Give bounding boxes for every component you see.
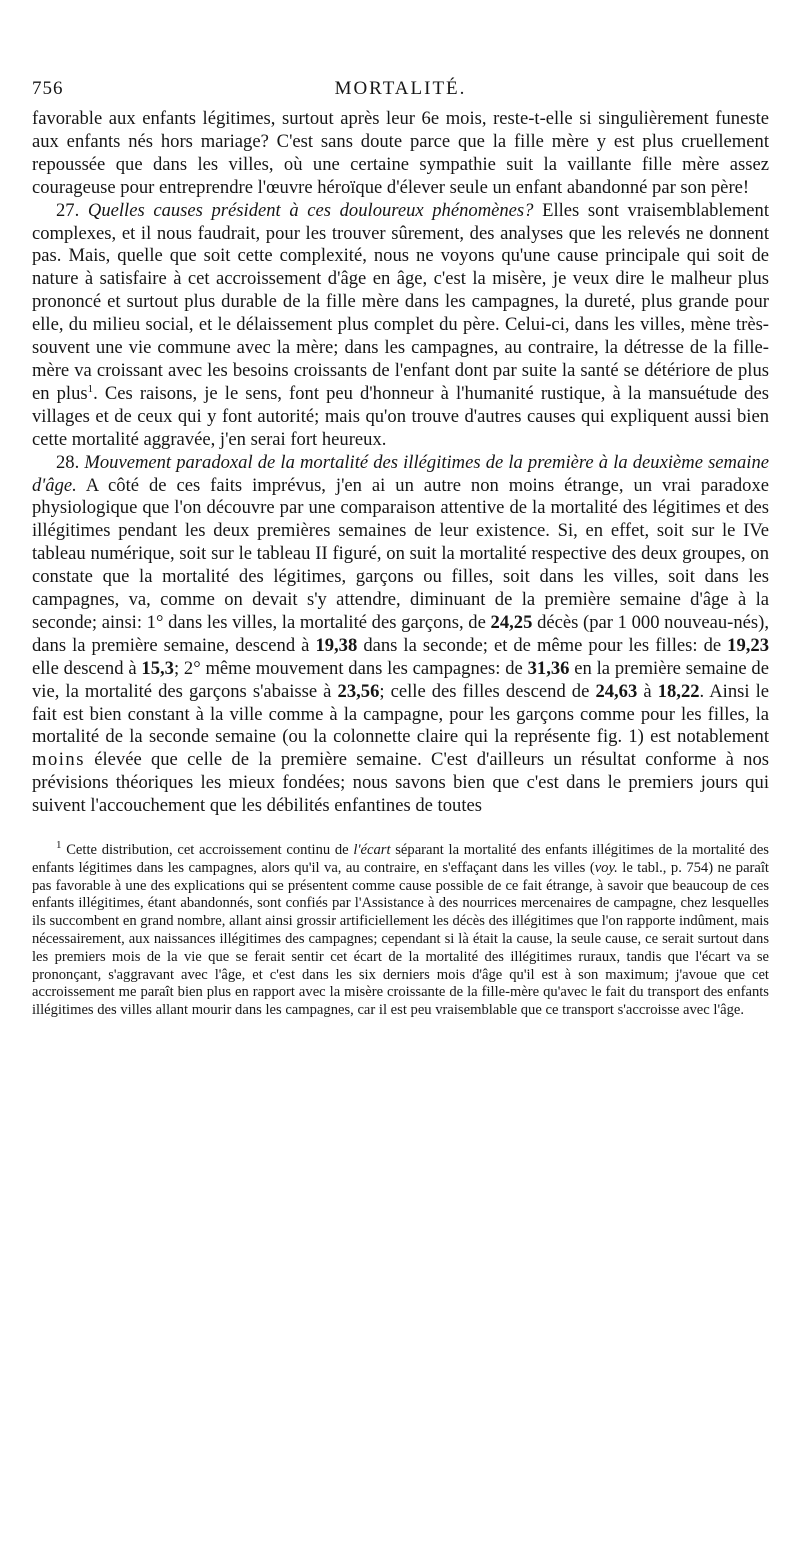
section-text: à [643,680,652,702]
mortality-value: 24,25 [490,611,533,633]
mortality-value: 31,36 [527,657,570,679]
section-text: décès (par 1 000 nouveau-nés), dans la première semaine, descend à [32,611,769,656]
section-28 [32,452,769,819]
page [32,78,769,1035]
running-title: MORTALITÉ. [334,78,467,99]
footnote-text: séparant la mortalité des enfants illégitimes de la mortalité des enfants légitimes dans les campagnes, alors qu'il va, au contraire, en s'effaçant dans les villes ( [32,842,769,876]
footnote-text: Cette distribution, cet accroissement continu de [66,842,349,859]
section-title: Quelles causes président à ces douloureux phénomènes? [87,199,534,221]
mortality-value: 23,56 [337,680,380,702]
section-title: Mouvement paradoxal de la mortalité des illégitimes de la première à la deuxième semaine d'âge. [32,451,769,496]
emphasized-word: moins [32,749,85,771]
section-number: 28. [56,451,80,473]
section-27 [32,200,769,452]
section-text: ; celle des filles descend de [379,680,590,702]
footnote [32,839,769,1020]
section-text: dans la seconde; et de même pour les filles: de [363,634,722,656]
footnote-text: le tabl., p. 754) ne paraît pas favorable à une des explications qui se présentent comme cause possible de ce fait étrange, à savoir que beaucoup de ces enfants illégitimes, étant abandonnés, sont confiés par l'Assistance à des nourrices mercenaires de campagne, chez lesquelles ils succombent en grand nombre, allant ainsi grossir artificiellement les décès des illégitimes que l'on rapporte indûment, mais nécessairement, aux naissances illégitimes des campagnes; cependant si là était la cause, la seule cause, ce serait surtout dans les premiers mois de la vie que se ferait sentir cet écart de la mortalité des illégitimes ruraux, tandis que l'écart va se prononçant, s'aggravant avec l'âge, et c'est dans les six derniers mois d'âge qu'il est à son maximum; j'avoue que cet accroissement me paraît bien plus en rapport avec la misère croissante de la fille-mère qu'avec le fait du transport des enfants illégitimes des villes allant mourir dans les campagnes, car il est peu vraisemblable que ce transport s'accroisse avec l'âge. [32,859,769,1019]
section-text: elle descend à [32,657,137,679]
section-text: Elles sont vraisemblablement complexes, et il nous faudrait, pour les trouver sûrement, des analyses que les relevés ne donnent pas. Mais, quelle que soit cette complexité, nous ne voyons qu'une cause principale qui soit de nature à satisfaire à cet accroissement d'âge en âge, c'est la misère, je veux dire le malheur plus prononcé et surtout plus durable de la fille mère dans les campagnes, la dureté, plus grande pour elle, du milieu social, et le délaissement plus complet du père. Celui-ci, dans les villes, mène très-souvent une vie commune avec la mère; dans les campagnes, au contraire, la détresse de la fille-mère va croissant avec les besoins croissants de l'enfant dont par suite la santé se détériore de plus en plus [32,199,770,404]
section-text-end: . Ces raisons, je le sens, font peu d'honneur à l'humanité rustique, à la mansuétude des villages et de ceux qui y font autorité; mais qu'on trouve d'autres causes qui expliquent aussi bien cette mortalité aggravée, j'en serai fort heureux. [32,382,769,450]
mortality-value: 19,38 [315,634,358,656]
footnote-emphasis: voy. [594,859,618,876]
mortality-value: 15,3 [141,657,174,679]
section-text: élevée que celle de la première semaine. C'est d'ailleurs un résultat conforme à nos prévisions théoriques les mieux fondées; nous savons bien que c'est dans le premiers jours qui suivent l'accouchement que les débilités enfantines de toutes [32,749,770,817]
page-header [32,78,769,108]
footnote-marker: 1 [56,839,62,852]
section-number: 27. [56,199,80,221]
section-text: ; 2° même mouvement dans les campagnes: de [173,657,523,679]
section-text: en la première semaine de vie, la mortalité des garçons s'abaisse à [32,657,769,702]
mortality-value: 19,23 [727,634,769,656]
mortality-value: 24,63 [595,680,638,702]
footnote-reference: 1 [87,382,94,395]
section-text: A côté de ces faits imprévus, j'en ai un autre non moins étrange, un vrai paradoxe physiologique que l'on découvre par une comparaison attentive de la mortalité des légitimes et des illégitimes pendant les deux premières semaines de leur existence. Si, en effet, soit sur le IVe tableau numérique, soit sur le tableau II figuré, on suit la mortalité respective des deux groupes, on constate que la mortalité des légitimes, garçons ou filles, soit dans les villes, soit dans les campagnes, va, comme on devait s'y attendre, diminuant de la première semaine d'âge à la seconde; ainsi: 1° dans les villes, la mortalité des garçons, de [32,474,769,633]
mortality-value: 18,22 [657,680,700,702]
paragraph-text: favorable aux enfants légitimes, surtout après leur 6e mois, reste-t-elle si singulièrement funeste aux enfants nés hors mariage? C'est sans doute parce que la fille mère y est plus cruellement repoussée que dans les villes, où une certaine sympathie suit la vaillante fille mère assez courageuse pour entreprendre l'œuvre héroïque d'élever seule un enfant abandonné par son père! [32,108,769,198]
body-text [32,108,769,818]
section-text: . Ainsi le fait est bien constant à la ville comme à la campagne, pour les garçons comme pour les filles, la mortalité de la seconde semaine (ou la colonnette claire qui la représente fig. 1) est notablement [32,680,770,748]
footnote-emphasis: l'écart [353,842,391,859]
page-number: 756 [32,78,64,99]
paragraph-continuation [32,108,769,200]
